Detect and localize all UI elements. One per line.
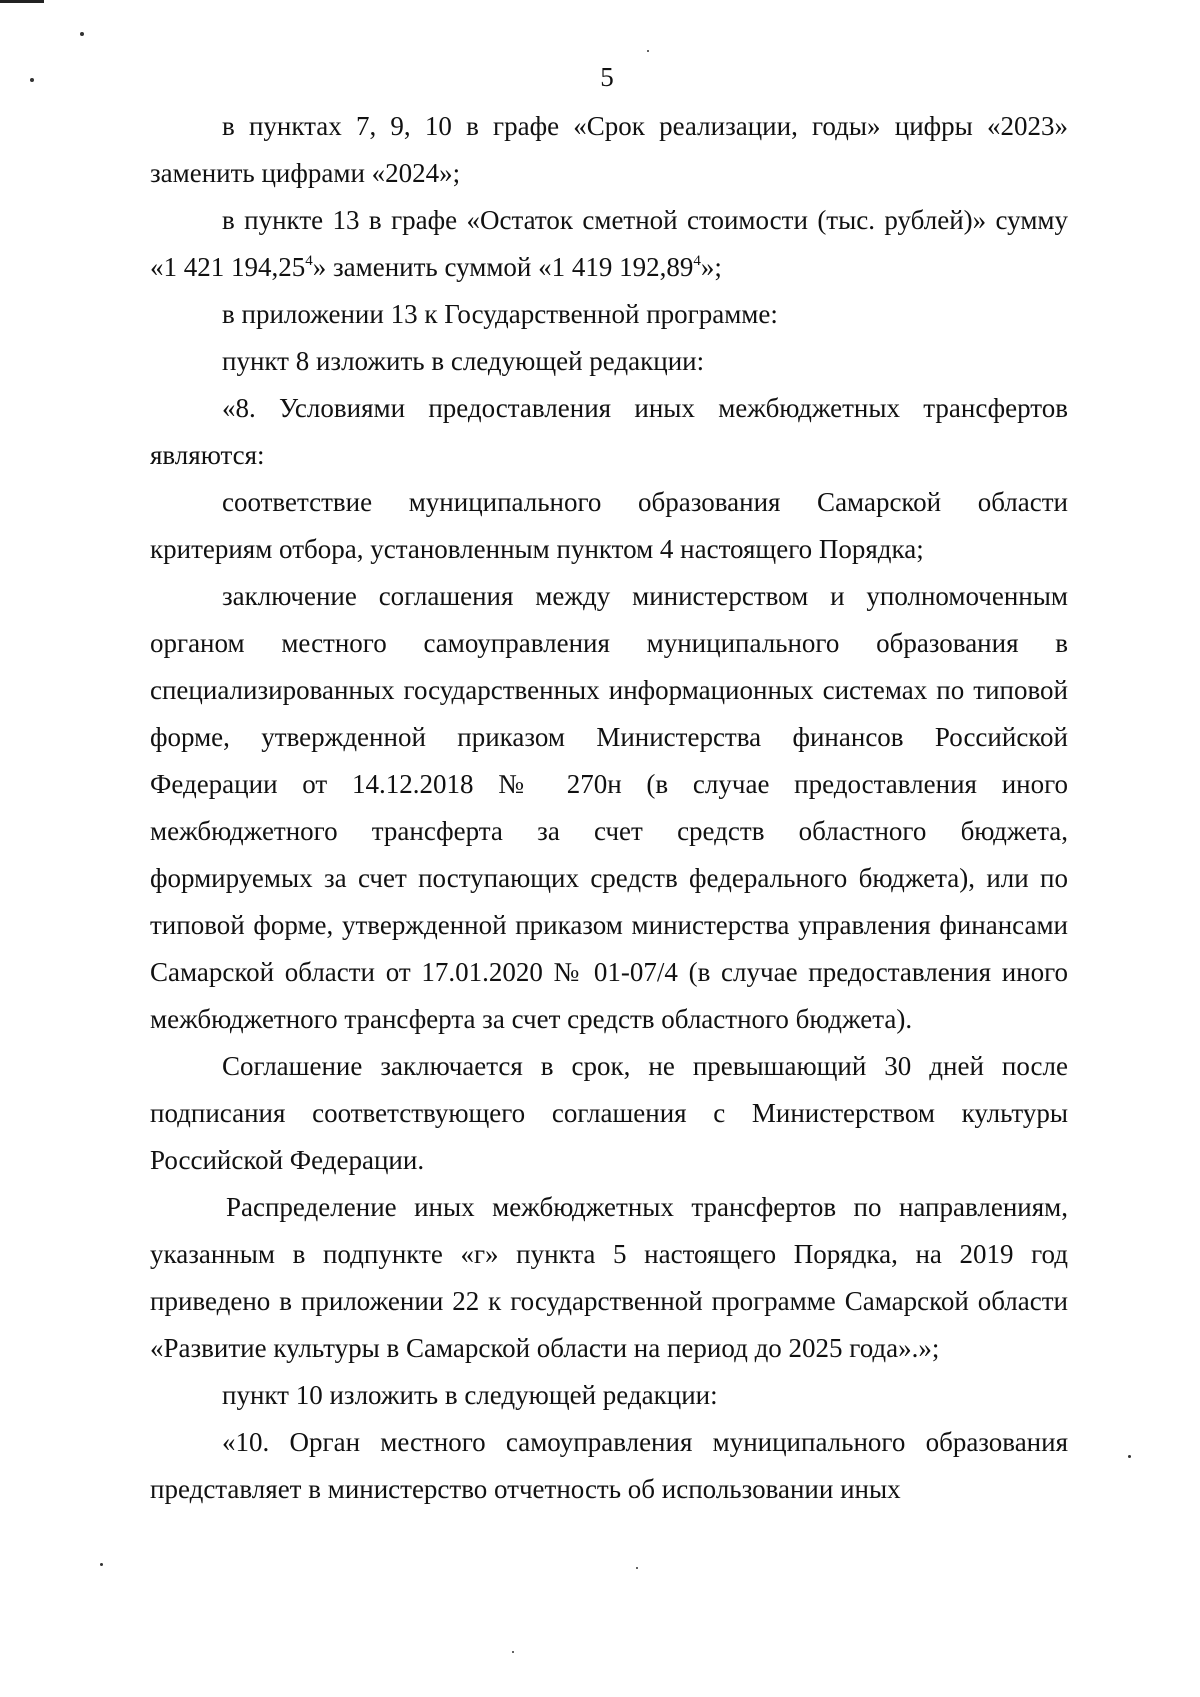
paragraph: в приложении 13 к Государственной программе: bbox=[222, 299, 778, 329]
footnote-mark: 4 bbox=[305, 253, 313, 269]
paragraph: соответствие муниципального образования Самарской области критериям отбора, установленным пунктом 4 настоящего Порядка; bbox=[150, 487, 1068, 564]
paragraph: пункт 8 изложить в следующей редакции: bbox=[222, 346, 705, 376]
paragraph: заключение соглашения между министерством и уполномоченным органом местного самоуправления муниципального образования в специализированных государственных информационных системах по типовой форме, утвержденной приказом Министерства финансов Российской Федерации от 14.12.2018 № 270н (в случае предоставления иного межбюджетного трансферта за счет средств областного бюджета, формируемых за счет поступающих средств федерального бюджета), или по типовой форме, утвержденной приказом министерства управления финансами Самарской области от 17.01.2020 № 01-07/4 (в случае предоставления иного межбюджетного трансферта за счет средств областного бюджета). bbox=[150, 581, 1068, 1034]
paragraph-amounts bbox=[150, 197, 1068, 291]
paragraph: пункт 10 изложить в следующей редакции: bbox=[222, 1380, 718, 1410]
paragraph-text: » заменить суммой «1 419 192,89 bbox=[312, 252, 694, 282]
paragraph-text: »; bbox=[700, 252, 722, 282]
footnote-mark: 4 bbox=[693, 253, 701, 269]
paragraph: «8. Условиями предоставления иных межбюджетных трансфертов являются: bbox=[150, 393, 1068, 470]
scan-speck bbox=[647, 50, 649, 52]
paragraph: в пунктах 7, 9, 10 в графе «Срок реализации, годы» цифры «2023» заменить цифрами «2024»; bbox=[150, 111, 1068, 188]
paragraph-text: в пункте 13 в графе «Остаток сметной стоимости (тыс. рублей)» сумму «1 421 194,25 bbox=[150, 205, 1068, 282]
paragraph: Соглашение заключается в срок, не превышающий 30 дней после подписания соответствующего соглашения с Министерством культуры Российской Федерации. bbox=[150, 1051, 1068, 1175]
scan-speck bbox=[100, 1563, 103, 1566]
paragraph: «10. Орган местного самоуправления муниципального образования представляет в министерство отчетность об использовании иных bbox=[150, 1427, 1068, 1504]
scan-speck bbox=[80, 32, 84, 36]
document-body bbox=[150, 103, 1068, 1513]
scan-edge-mark bbox=[0, 0, 44, 3]
scan-speck bbox=[636, 1567, 638, 1569]
page-number: 5 bbox=[600, 62, 614, 92]
scan-speck bbox=[1128, 1455, 1131, 1458]
scan-speck bbox=[512, 1651, 514, 1653]
paragraph: Распределение иных межбюджетных трансфертов по направлениям, указанным в подпункте «г» пункта 5 настоящего Порядка, на 2019 год приведено в приложении 22 к государственной программе Самарской области «Развитие культуры в Самарской области на период до 2025 года».»; bbox=[150, 1192, 1068, 1363]
